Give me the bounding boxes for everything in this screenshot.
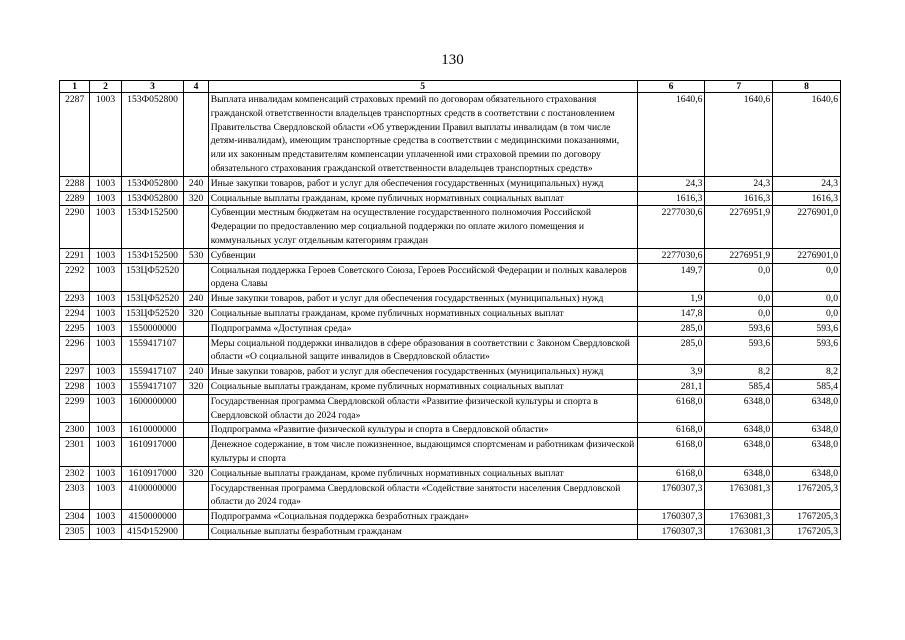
amount-col-7: 24,3 bbox=[705, 176, 773, 191]
table-row bbox=[60, 263, 841, 292]
item-name: Денежное содержание, в том числе пожизненное, выдающимся спортсменам и работникам физической культуры и спорта bbox=[208, 438, 637, 467]
item-name: Социальные выплаты гражданам, кроме публичных нормативных социальных выплат bbox=[208, 466, 637, 481]
header-row bbox=[60, 81, 841, 93]
amount-col-8: 585,4 bbox=[773, 379, 841, 394]
table-row bbox=[60, 466, 841, 481]
item-name: Субвенции bbox=[208, 248, 637, 263]
amount-col-6: 1760307,3 bbox=[637, 524, 705, 539]
section-code: 1003 bbox=[90, 206, 121, 248]
amount-col-6: 6168,0 bbox=[637, 438, 705, 467]
row-number: 2289 bbox=[60, 191, 90, 206]
table-row bbox=[60, 438, 841, 467]
amount-col-7: 0,0 bbox=[705, 263, 773, 292]
expense-type bbox=[184, 206, 208, 248]
amount-col-7: 6348,0 bbox=[705, 438, 773, 467]
item-name: Выплата инвалидам компенсаций страховых премий по договорам обязательного страхования гражданской ответственности владельцев транспортных средств в соответствии с постановлением Правительства Свердловской области «Об утверждении Правил выплаты инвалидам (в том числе детям-инвалидам), имеющим транспортные средства в соответствии с медицинскими показаниями, или их законным представителям компенсации уплаченной ими страховой премии по договору обязательного страхования гражданской ответственности владельцев транспортных средств» bbox=[208, 93, 637, 177]
page-number: 130 bbox=[441, 52, 464, 68]
amount-col-8: 24,3 bbox=[773, 176, 841, 191]
target-code: 153ЦФ52520 bbox=[121, 292, 184, 307]
target-code: 4100000000 bbox=[121, 481, 184, 510]
amount-col-8: 0,0 bbox=[773, 292, 841, 307]
amount-col-7: 0,0 bbox=[705, 306, 773, 321]
expense-type: 320 bbox=[184, 466, 208, 481]
amount-col-8: 593,6 bbox=[773, 336, 841, 365]
expense-type bbox=[184, 321, 208, 336]
item-name: Подпрограмма «Развитие физической культуры и спорта в Свердловской области» bbox=[208, 423, 637, 438]
amount-col-8: 0,0 bbox=[773, 263, 841, 292]
column-header-1: 1 bbox=[60, 81, 90, 93]
amount-col-7: 585,4 bbox=[705, 379, 773, 394]
row-number: 2287 bbox=[60, 93, 90, 177]
item-name: Социальная поддержка Героев Советского Союза, Героев Российской Федерации и полных кавалеров ордена Славы bbox=[208, 263, 637, 292]
amount-col-6: 1760307,3 bbox=[637, 481, 705, 510]
expense-type bbox=[184, 263, 208, 292]
target-code: 153Ф152500 bbox=[121, 206, 184, 248]
row-number: 2304 bbox=[60, 510, 90, 525]
table-row bbox=[60, 292, 841, 307]
column-header-7: 7 bbox=[705, 81, 773, 93]
table-row bbox=[60, 510, 841, 525]
item-name: Государственная программа Свердловской области «Содействие занятости населения Свердловской области до 2024 года» bbox=[208, 481, 637, 510]
target-code: 1610000000 bbox=[121, 423, 184, 438]
amount-col-8: 6348,0 bbox=[773, 438, 841, 467]
row-number: 2294 bbox=[60, 306, 90, 321]
target-code: 4150000000 bbox=[121, 510, 184, 525]
target-code: 153Ф052800 bbox=[121, 191, 184, 206]
target-code: 153ЦФ52520 bbox=[121, 263, 184, 292]
expense-type bbox=[184, 481, 208, 510]
amount-col-8: 6348,0 bbox=[773, 423, 841, 438]
amount-col-7: 2276951,9 bbox=[705, 206, 773, 248]
section-code: 1003 bbox=[90, 248, 121, 263]
row-number: 2296 bbox=[60, 336, 90, 365]
amount-col-6: 3,9 bbox=[637, 365, 705, 380]
target-code: 153ЦФ52520 bbox=[121, 306, 184, 321]
amount-col-8: 6348,0 bbox=[773, 394, 841, 423]
expense-type bbox=[184, 93, 208, 177]
table-row bbox=[60, 336, 841, 365]
table-row bbox=[60, 248, 841, 263]
amount-col-6: 147,8 bbox=[637, 306, 705, 321]
item-name: Подпрограмма «Социальная поддержка безработных граждан» bbox=[208, 510, 637, 525]
section-code: 1003 bbox=[90, 292, 121, 307]
amount-col-6: 149,7 bbox=[637, 263, 705, 292]
section-code: 1003 bbox=[90, 438, 121, 467]
amount-col-6: 2277030,6 bbox=[637, 248, 705, 263]
target-code: 1559417107 bbox=[121, 336, 184, 365]
amount-col-6: 6168,0 bbox=[637, 423, 705, 438]
section-code: 1003 bbox=[90, 176, 121, 191]
table-row bbox=[60, 481, 841, 510]
target-code: 1559417107 bbox=[121, 365, 184, 380]
amount-col-8: 1767205,3 bbox=[773, 481, 841, 510]
amount-col-6: 2277030,6 bbox=[637, 206, 705, 248]
amount-col-6: 6168,0 bbox=[637, 466, 705, 481]
expense-type bbox=[184, 510, 208, 525]
amount-col-7: 8,2 bbox=[705, 365, 773, 380]
row-number: 2301 bbox=[60, 438, 90, 467]
row-number: 2292 bbox=[60, 263, 90, 292]
amount-col-6: 6168,0 bbox=[637, 394, 705, 423]
amount-col-8: 1616,3 bbox=[773, 191, 841, 206]
amount-col-6: 1616,3 bbox=[637, 191, 705, 206]
section-code: 1003 bbox=[90, 466, 121, 481]
amount-col-6: 1,9 bbox=[637, 292, 705, 307]
table-row bbox=[60, 206, 841, 248]
item-name: Государственная программа Свердловской области «Развитие физической культуры и спорта в Свердловской области до 2024 года» bbox=[208, 394, 637, 423]
item-name: Иные закупки товаров, работ и услуг для обеспечения государственных (муниципальных) нужд bbox=[208, 365, 637, 380]
amount-col-6: 24,3 bbox=[637, 176, 705, 191]
amount-col-7: 6348,0 bbox=[705, 466, 773, 481]
column-header-8: 8 bbox=[773, 81, 841, 93]
expense-type: 320 bbox=[184, 191, 208, 206]
expense-type bbox=[184, 394, 208, 423]
amount-col-6: 285,0 bbox=[637, 321, 705, 336]
amount-col-7: 6348,0 bbox=[705, 423, 773, 438]
expense-type bbox=[184, 438, 208, 467]
target-code: 1610917000 bbox=[121, 438, 184, 467]
section-code: 1003 bbox=[90, 481, 121, 510]
section-code: 1003 bbox=[90, 524, 121, 539]
item-name: Социальные выплаты гражданам, кроме публичных нормативных социальных выплат bbox=[208, 306, 637, 321]
row-number: 2297 bbox=[60, 365, 90, 380]
section-code: 1003 bbox=[90, 394, 121, 423]
table-row bbox=[60, 321, 841, 336]
amount-col-7: 6348,0 bbox=[705, 394, 773, 423]
expense-type bbox=[184, 336, 208, 365]
expense-type: 320 bbox=[184, 306, 208, 321]
row-number: 2293 bbox=[60, 292, 90, 307]
table-row bbox=[60, 365, 841, 380]
row-number: 2302 bbox=[60, 466, 90, 481]
table-row bbox=[60, 93, 841, 177]
expense-type bbox=[184, 524, 208, 539]
target-code: 153Ф052800 bbox=[121, 176, 184, 191]
target-code: 1559417107 bbox=[121, 379, 184, 394]
item-name: Подпрограмма «Доступная среда» bbox=[208, 321, 637, 336]
item-name: Социальные выплаты гражданам, кроме публичных нормативных социальных выплат bbox=[208, 191, 637, 206]
row-number: 2305 bbox=[60, 524, 90, 539]
row-number: 2298 bbox=[60, 379, 90, 394]
item-name: Социальные выплаты гражданам, кроме публичных нормативных социальных выплат bbox=[208, 379, 637, 394]
amount-col-6: 281,1 bbox=[637, 379, 705, 394]
section-code: 1003 bbox=[90, 321, 121, 336]
amount-col-7: 1616,3 bbox=[705, 191, 773, 206]
expense-type: 240 bbox=[184, 365, 208, 380]
item-name: Меры социальной поддержки инвалидов в сфере образования в соответствии с Законом Свердловской области «О социальной защите инвалидов в Свердловской области» bbox=[208, 336, 637, 365]
table-row bbox=[60, 423, 841, 438]
amount-col-8: 593,6 bbox=[773, 321, 841, 336]
row-number: 2303 bbox=[60, 481, 90, 510]
expense-type: 320 bbox=[184, 379, 208, 394]
item-name: Иные закупки товаров, работ и услуг для обеспечения государственных (муниципальных) нужд bbox=[208, 176, 637, 191]
amount-col-7: 593,6 bbox=[705, 336, 773, 365]
expense-type: 240 bbox=[184, 176, 208, 191]
item-name: Социальные выплаты безработным гражданам bbox=[208, 524, 637, 539]
section-code: 1003 bbox=[90, 306, 121, 321]
expense-type bbox=[184, 423, 208, 438]
section-code: 1003 bbox=[90, 379, 121, 394]
section-code: 1003 bbox=[90, 191, 121, 206]
table-row bbox=[60, 306, 841, 321]
section-code: 1003 bbox=[90, 365, 121, 380]
column-header-4: 4 bbox=[184, 81, 208, 93]
amount-col-6: 285,0 bbox=[637, 336, 705, 365]
table-row bbox=[60, 176, 841, 191]
expense-type: 530 bbox=[184, 248, 208, 263]
row-number: 2300 bbox=[60, 423, 90, 438]
budget-table bbox=[59, 80, 841, 540]
section-code: 1003 bbox=[90, 510, 121, 525]
column-header-6: 6 bbox=[637, 81, 705, 93]
target-code: 415Ф152900 bbox=[121, 524, 184, 539]
amount-col-8: 1640,6 bbox=[773, 93, 841, 177]
amount-col-8: 2276901,0 bbox=[773, 248, 841, 263]
row-number: 2288 bbox=[60, 176, 90, 191]
section-code: 1003 bbox=[90, 93, 121, 177]
target-code: 1610917000 bbox=[121, 466, 184, 481]
amount-col-7: 0,0 bbox=[705, 292, 773, 307]
target-code: 1550000000 bbox=[121, 321, 184, 336]
amount-col-7: 1763081,3 bbox=[705, 510, 773, 525]
row-number: 2295 bbox=[60, 321, 90, 336]
amount-col-8: 1767205,3 bbox=[773, 524, 841, 539]
row-number: 2299 bbox=[60, 394, 90, 423]
row-number: 2290 bbox=[60, 206, 90, 248]
table-row bbox=[60, 379, 841, 394]
section-code: 1003 bbox=[90, 263, 121, 292]
amount-col-6: 1640,6 bbox=[637, 93, 705, 177]
section-code: 1003 bbox=[90, 423, 121, 438]
amount-col-7: 1763081,3 bbox=[705, 481, 773, 510]
target-code: 153Ф052800 bbox=[121, 93, 184, 177]
table-row bbox=[60, 524, 841, 539]
row-number: 2291 bbox=[60, 248, 90, 263]
expense-type: 240 bbox=[184, 292, 208, 307]
column-header-3: 3 bbox=[121, 81, 184, 93]
amount-col-8: 0,0 bbox=[773, 306, 841, 321]
amount-col-7: 593,6 bbox=[705, 321, 773, 336]
section-code: 1003 bbox=[90, 336, 121, 365]
amount-col-7: 1640,6 bbox=[705, 93, 773, 177]
target-code: 153Ф152500 bbox=[121, 248, 184, 263]
item-name: Субвенции местным бюджетам на осуществление государственного полномочия Российской Федерации по предоставлению мер социальной поддержки по оплате жилого помещения и коммунальных услуг отдельным категориям граждан bbox=[208, 206, 637, 248]
amount-col-8: 8,2 bbox=[773, 365, 841, 380]
item-name: Иные закупки товаров, работ и услуг для обеспечения государственных (муниципальных) нужд bbox=[208, 292, 637, 307]
amount-col-8: 6348,0 bbox=[773, 466, 841, 481]
table-row bbox=[60, 394, 841, 423]
amount-col-7: 1763081,3 bbox=[705, 524, 773, 539]
amount-col-7: 2276951,9 bbox=[705, 248, 773, 263]
column-header-2: 2 bbox=[90, 81, 121, 93]
amount-col-6: 1760307,3 bbox=[637, 510, 705, 525]
amount-col-8: 1767205,3 bbox=[773, 510, 841, 525]
target-code: 1600000000 bbox=[121, 394, 184, 423]
table-row bbox=[60, 191, 841, 206]
amount-col-8: 2276901,0 bbox=[773, 206, 841, 248]
column-header-5: 5 bbox=[208, 81, 637, 93]
